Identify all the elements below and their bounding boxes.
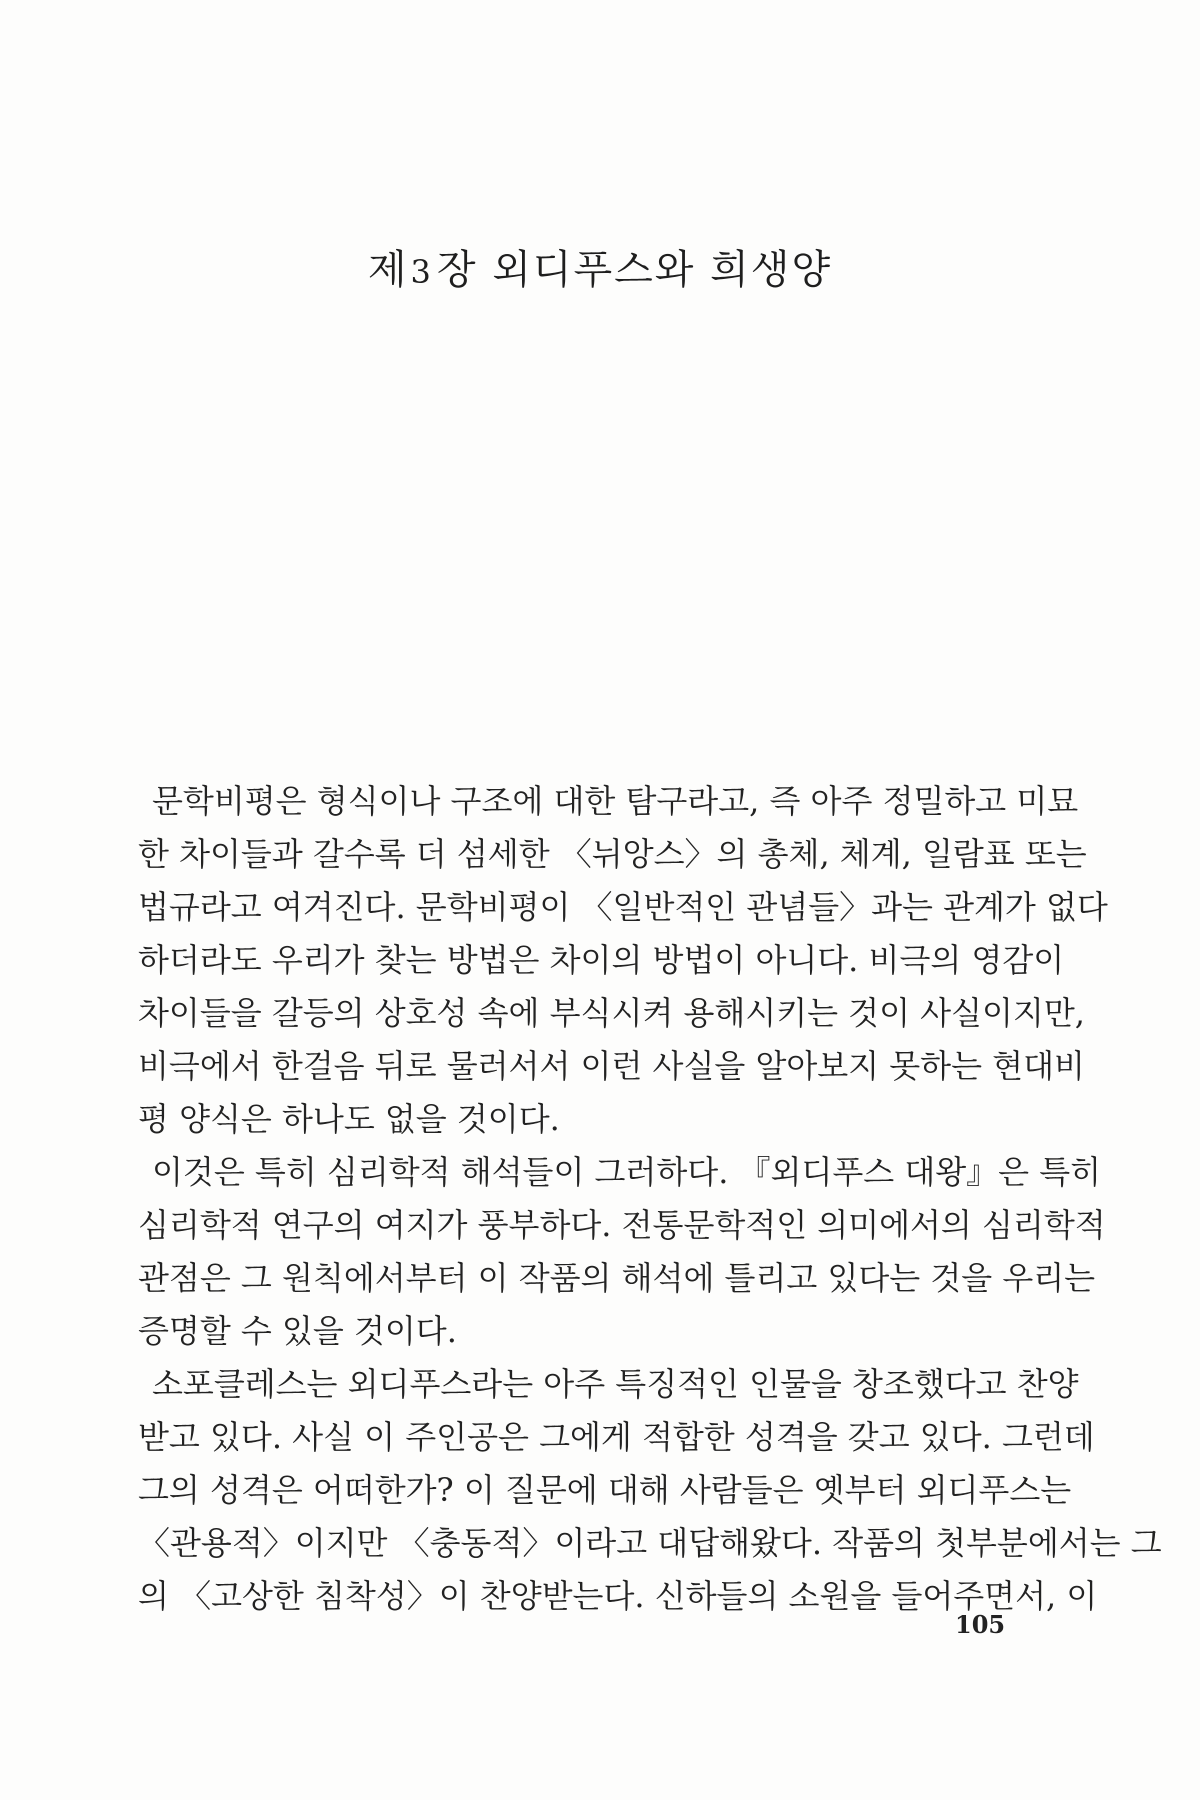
text-line: 의 〈고상한 침착성〉이 찬양받는다. 신하들의 소원을 들어주면서, 이	[138, 1577, 1098, 1615]
chapter-prefix: 제	[367, 247, 409, 293]
chapter-title-text: 장 외디푸스와 희생양	[436, 247, 833, 293]
text-line: 증명할 수 있을 것이다.	[138, 1312, 457, 1350]
text-line: 그의 성격은 어떠한가? 이 질문에 대해 사람들은 옛부터 외디푸스는	[138, 1471, 1072, 1509]
text-line: 평 양식은 하나도 없을 것이다.	[138, 1100, 560, 1138]
text-line: 문학비평은 형식이나 구조에 대한 탐구라고, 즉 아주 정밀하고 미묘	[152, 782, 1079, 820]
text-line: 비극에서 한걸음 뒤로 물러서서 이런 사실을 알아보지 못하는 현대비	[138, 1047, 1085, 1085]
text-line: 소포클레스는 외디푸스라는 아주 특징적인 인물을 창조했다고 찬양	[152, 1365, 1079, 1403]
text-line: 한 차이들과 갈수록 더 섬세한 〈뉘앙스〉의 총체, 체계, 일람표 또는	[138, 835, 1087, 873]
chapter-title	[0, 238, 1200, 295]
text-line: 이것은 특히 심리학적 해석들이 그러하다. 『외디푸스 대왕』은 특히	[152, 1153, 1102, 1191]
page-number: 105	[955, 1610, 1006, 1639]
text-line: 차이들을 갈등의 상호성 속에 부식시켜 용해시키는 것이 사실이지만,	[138, 994, 1085, 1032]
text-line: 관점은 그 원칙에서부터 이 작품의 해석에 틀리고 있다는 것을 우리는	[138, 1259, 1096, 1297]
text-line: 법규라고 여겨진다. 문학비평이 〈일반적인 관념들〉과는 관계가 없다	[138, 888, 1108, 926]
body-text	[138, 775, 1162, 1623]
chapter-number: 3	[410, 253, 433, 291]
text-line: 받고 있다. 사실 이 주인공은 그에게 적합한 성격을 갖고 있다. 그런데	[138, 1418, 1095, 1456]
text-line: 심리학적 연구의 여지가 풍부하다. 전통문학적인 의미에서의 심리학적	[138, 1206, 1106, 1244]
text-line: 〈관용적〉이지만 〈충동적〉이라고 대답해왔다. 작품의 첫부분에서는 그	[138, 1524, 1162, 1562]
text-line: 하더라도 우리가 찾는 방법은 차이의 방법이 아니다. 비극의 영감이	[138, 941, 1065, 979]
